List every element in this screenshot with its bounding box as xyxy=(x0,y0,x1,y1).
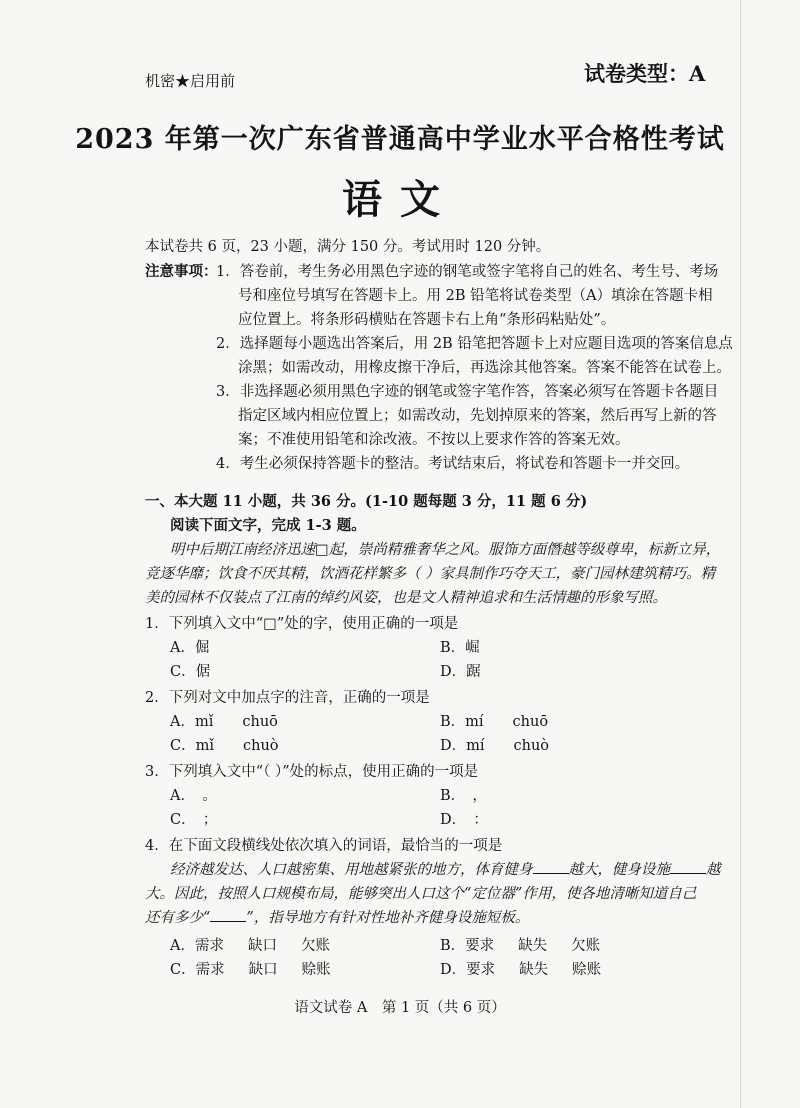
fill-blank xyxy=(533,859,569,875)
notes-line: 涂黑；如需改动，用橡皮擦干净后，再选涂其他答案。答案不能答在试卷上。 xyxy=(238,360,731,376)
passage-fragment: 经济越发达、人口越密集、用地越紧张的地方，体育健身 xyxy=(170,862,533,878)
notes-line: 应位置上。将条形码横贴在答题卡右上角“条形码粘贴处”。 xyxy=(238,312,616,328)
option-d: D．要求 缺失 赊账 xyxy=(440,962,602,978)
option-a: A．倔 xyxy=(170,640,210,656)
question-stem: 4．在下面文段横线处依次填入的词语，最恰当的一项是 xyxy=(145,838,503,854)
passage-fragment: ”，指导地方有针对性地补齐健身设施短板。 xyxy=(246,910,530,926)
exam-title: 2023 年第一次广东省普通高中学业水平合格性考试 xyxy=(75,124,725,155)
option-d: D． ： xyxy=(440,812,488,828)
passage-line: 明中后期江南经济迅速□起，崇尚精雅奢华之风。服饰方面僭越等级尊卑，标新立异， xyxy=(170,542,721,558)
passage-fragment: 越 xyxy=(706,862,721,878)
option-a: A．mǐ chuō xyxy=(170,714,278,730)
passage-line xyxy=(170,858,721,879)
passage-line: 美的园林不仅装点了江南的绰约风姿，也是文人精神追求和生活情趣的形象写照。 xyxy=(145,590,667,606)
subject-title: 语文 xyxy=(342,176,458,223)
notes-line: 指定区域内相应位置上；如需改动，先划掉原来的答案，然后再写上新的答 xyxy=(238,408,717,424)
option-a: A．需求 缺口 欠账 xyxy=(170,938,330,954)
fill-blank xyxy=(670,859,706,875)
passage-fragment: 还有多少“ xyxy=(145,910,211,926)
notes-line: 4．考生必须保持答题卡的整洁。考试结束后，将试卷和答题卡一并交回。 xyxy=(216,456,690,472)
notes-label: 注意事项： xyxy=(145,263,218,280)
notes-line: 2．选择题每小题选出答案后，用 2B 铅笔把答题卡上对应题目选项的答案信息点 xyxy=(216,336,733,352)
option-a: A． 。 xyxy=(170,788,217,804)
confidential-label: 机密★启用前 xyxy=(145,72,236,90)
paper-type-label: 试卷类型：A xyxy=(584,61,706,86)
passage-line: 大。因此，按照人口规模布局，能够突出人口这个“定位器”作用，使各地清晰知道自己 xyxy=(145,886,697,902)
passage-line xyxy=(145,906,529,927)
notes-line: 1．答卷前，考生务必用黑色字迹的钢笔或签字笔将自己的姓名、考生号、考场 xyxy=(216,264,719,280)
option-b: B． ， xyxy=(440,788,487,804)
option-b: B．要求 缺失 欠账 xyxy=(440,938,601,954)
option-c: C． ； xyxy=(170,812,218,828)
option-b: B．崛 xyxy=(440,640,480,656)
passage-line: 竞逐华靡；饮食不厌其精，饮酒花样繁多（ ）家具制作巧夺天工，豪门园林建筑精巧。精 xyxy=(145,566,716,582)
question-stem: 3．下列填入文中“（ ）”处的标点，使用正确的一项是 xyxy=(145,764,479,780)
question-stem: 1．下列填入文中“□”处的字，使用正确的一项是 xyxy=(145,616,459,632)
fill-blank xyxy=(210,907,246,923)
option-d: D．mí chuò xyxy=(440,738,550,754)
option-c: C．需求 缺口 赊账 xyxy=(170,962,331,978)
notes-line: 案；不准使用铅笔和涂改液。不按以上要求作答的答案无效。 xyxy=(238,432,630,448)
notes-line: 3．非选择题必须用黑色字迹的钢笔或签字笔作答，答案必须写在答题卡各题目 xyxy=(216,384,719,400)
page-edge-divider xyxy=(740,0,741,1108)
option-d: D．踞 xyxy=(440,664,481,680)
passage-fragment: 越大，健身设施 xyxy=(568,862,670,878)
option-b: B．mí chuō xyxy=(440,714,549,730)
notes-line: 号和座位号填写在答题卡上。用 2B 铅笔将试卷类型（A）填涂在答题卡相 xyxy=(238,288,713,304)
option-c: C．倨 xyxy=(170,664,211,680)
option-c: C．mǐ chuò xyxy=(170,738,279,754)
reading-instruction: 阅读下面文字，完成 1-3 题。 xyxy=(170,517,366,534)
question-stem: 2．下列对文中加点字的注音，正确的一项是 xyxy=(145,690,430,706)
section-heading: 一、本大题 11 小题，共 36 分。(1-10 题每题 3 分，11 题 6 分) xyxy=(145,493,588,510)
exam-intro: 本试卷共 6 页，23 小题，满分 150 分。考试用时 120 分钟。 xyxy=(145,239,551,255)
page-footer: 语文试卷 A 第 1 页（共 6 页） xyxy=(294,1000,506,1016)
